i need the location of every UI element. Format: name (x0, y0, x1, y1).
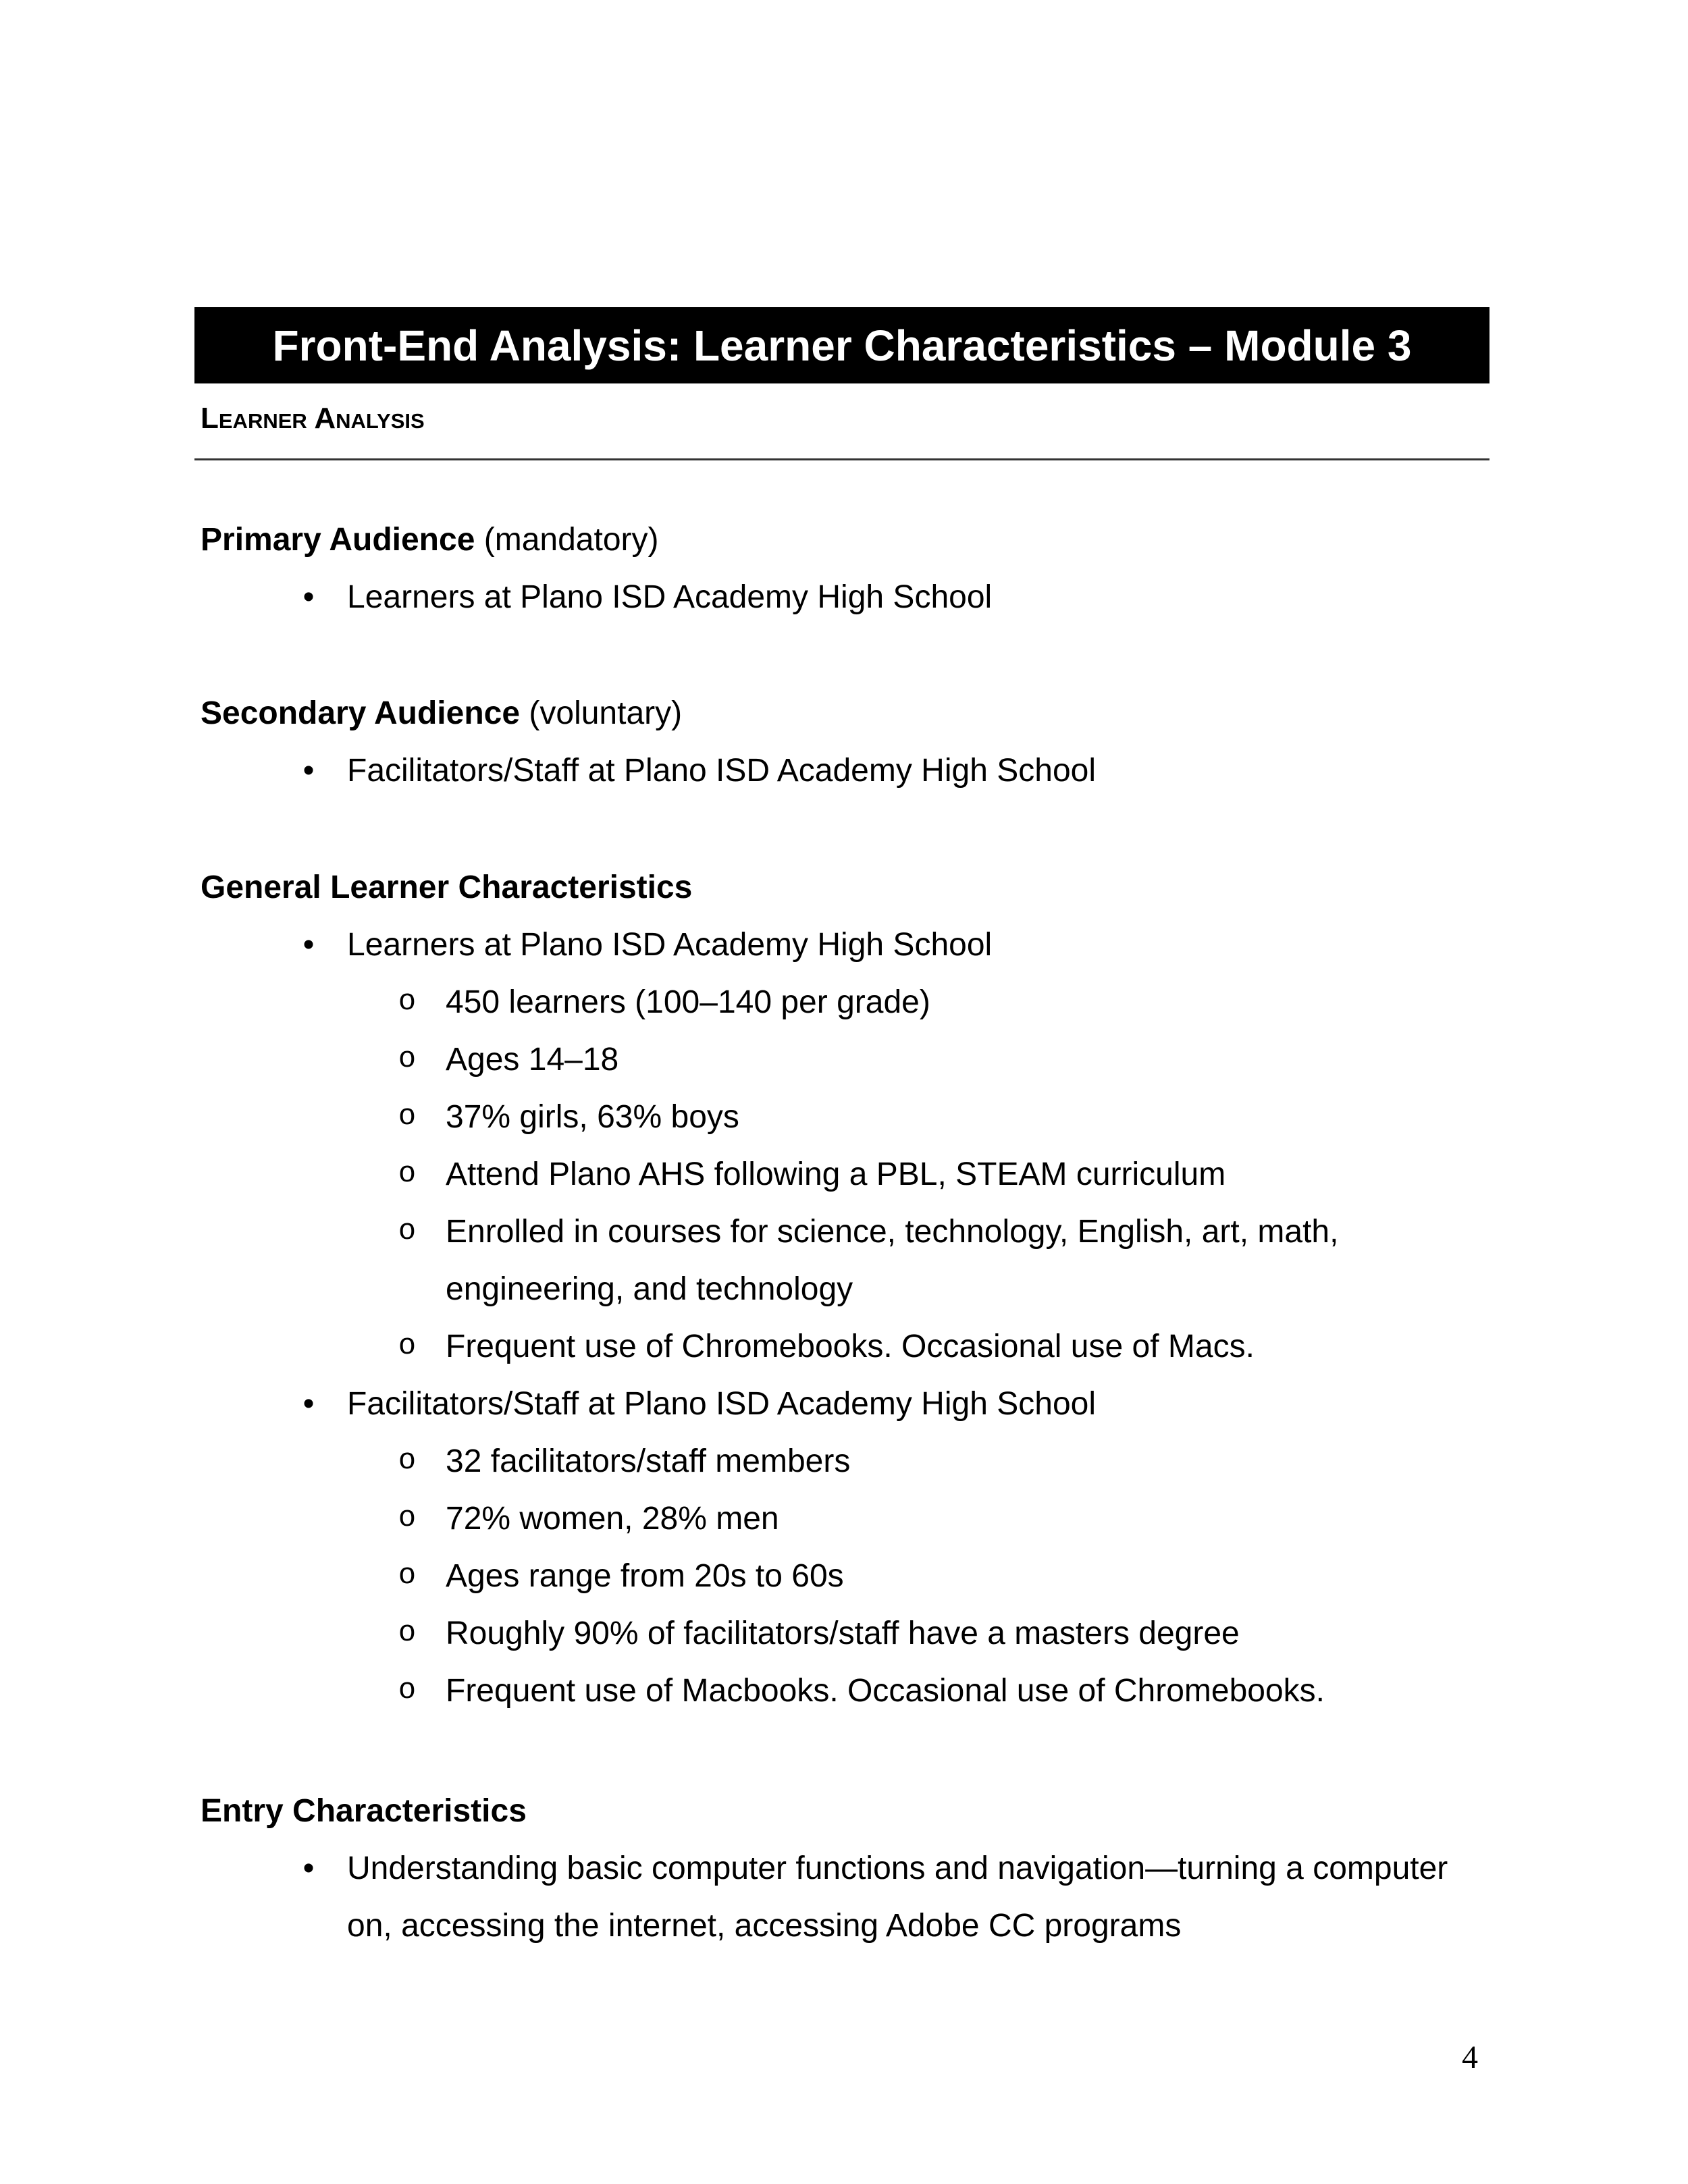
bullet-icon: • (302, 927, 315, 963)
list-item-text: Learners at Plano ISD Academy High School (347, 927, 993, 963)
sub-list-item-continuation (201, 1260, 1483, 1318)
list-item (201, 1375, 1483, 1433)
sub-list-item (201, 1433, 1483, 1490)
circle-bullet-icon: o (398, 1042, 417, 1076)
circle-bullet-icon: o (398, 1559, 417, 1593)
section-divider (194, 458, 1489, 460)
sub-list-item (201, 1203, 1483, 1260)
bullet-icon: • (302, 579, 315, 615)
general-characteristics-section (201, 859, 1483, 1720)
circle-bullet-icon: o (398, 1157, 417, 1191)
sub-list-item-text: Frequent use of Chromebooks. Occasional use of Macs. (446, 1329, 1255, 1364)
bullet-icon: • (302, 1850, 315, 1886)
general-characteristics-title: General Learner Characteristics (201, 870, 693, 905)
circle-bullet-icon: o (398, 1444, 417, 1478)
circle-bullet-icon: o (398, 985, 417, 1019)
circle-bullet-icon: o (398, 1100, 417, 1134)
sub-list-item-text: Roughly 90% of facilitators/staff have a masters degree (446, 1616, 1240, 1651)
sub-list-item-text: Attend Plano AHS following a PBL, STEAM curriculum (446, 1156, 1226, 1192)
sub-list-item-text: 450 learners (100–140 per grade) (446, 984, 930, 1020)
list-item (201, 742, 1483, 799)
page-number: 4 (1462, 2040, 1478, 2075)
list-item-text: Facilitators/Staff at Plano ISD Academy High School (347, 1386, 1096, 1422)
sub-list-item (201, 1031, 1483, 1088)
circle-bullet-icon: o (398, 1674, 417, 1707)
sub-list-item (201, 1318, 1483, 1375)
entry-characteristics-heading (201, 1782, 1483, 1840)
list-item-text: Learners at Plano ISD Academy High School (347, 579, 993, 615)
sub-list-item (201, 1490, 1483, 1547)
section-heading: Learner Analysis (201, 402, 425, 435)
list-item (201, 916, 1483, 974)
secondary-audience-heading (201, 685, 1483, 742)
sub-list-item (201, 1605, 1483, 1662)
secondary-audience-note: (voluntary) (529, 695, 683, 731)
list-item (201, 568, 1483, 626)
general-characteristics-heading (201, 859, 1483, 916)
secondary-audience-title: Secondary Audience (201, 695, 521, 731)
sub-list-item-text: Enrolled in courses for science, technology, English, art, math, (446, 1214, 1339, 1250)
sub-list-item (201, 1662, 1483, 1720)
bullet-icon: • (302, 753, 315, 789)
circle-bullet-icon: o (398, 1329, 417, 1363)
list-item-text: on, accessing the internet, accessing Adobe CC programs (347, 1908, 1182, 1944)
bullet-icon: • (302, 1386, 315, 1422)
primary-audience-title: Primary Audience (201, 522, 475, 558)
sub-list-item-text: Ages 14–18 (446, 1042, 619, 1077)
entry-characteristics-section (201, 1782, 1483, 1954)
circle-bullet-icon: o (398, 1215, 417, 1248)
primary-audience-note: (mandatory) (483, 522, 659, 558)
sub-list-item (201, 974, 1483, 1031)
sub-list-item-text: 37% girls, 63% boys (446, 1099, 739, 1135)
sub-list-item-text: 72% women, 28% men (446, 1501, 779, 1537)
primary-audience-heading (201, 511, 1483, 568)
sub-list-item-text: Frequent use of Macbooks. Occasional use of Chromebooks. (446, 1673, 1325, 1709)
sub-list-item-text: 32 facilitators/staff members (446, 1443, 851, 1479)
sub-list-item-text: Ages range from 20s to 60s (446, 1558, 844, 1594)
sub-list-item-text: engineering, and technology (446, 1271, 853, 1307)
list-item-text: Facilitators/Staff at Plano ISD Academy High School (347, 753, 1096, 789)
list-item-continuation (201, 1897, 1483, 1954)
secondary-audience-section (201, 685, 1483, 799)
entry-characteristics-title: Entry Characteristics (201, 1793, 527, 1829)
sub-list-item (201, 1088, 1483, 1146)
sub-list-item (201, 1547, 1483, 1605)
list-item (201, 1840, 1483, 1897)
circle-bullet-icon: o (398, 1616, 417, 1650)
circle-bullet-icon: o (398, 1501, 417, 1535)
list-item-text: Understanding basic computer functions and navigation—turning a computer (347, 1850, 1448, 1886)
sub-list-item (201, 1146, 1483, 1203)
primary-audience-section (201, 511, 1483, 626)
document-title: Front-End Analysis: Learner Characteristics – Module 3 (194, 307, 1489, 383)
